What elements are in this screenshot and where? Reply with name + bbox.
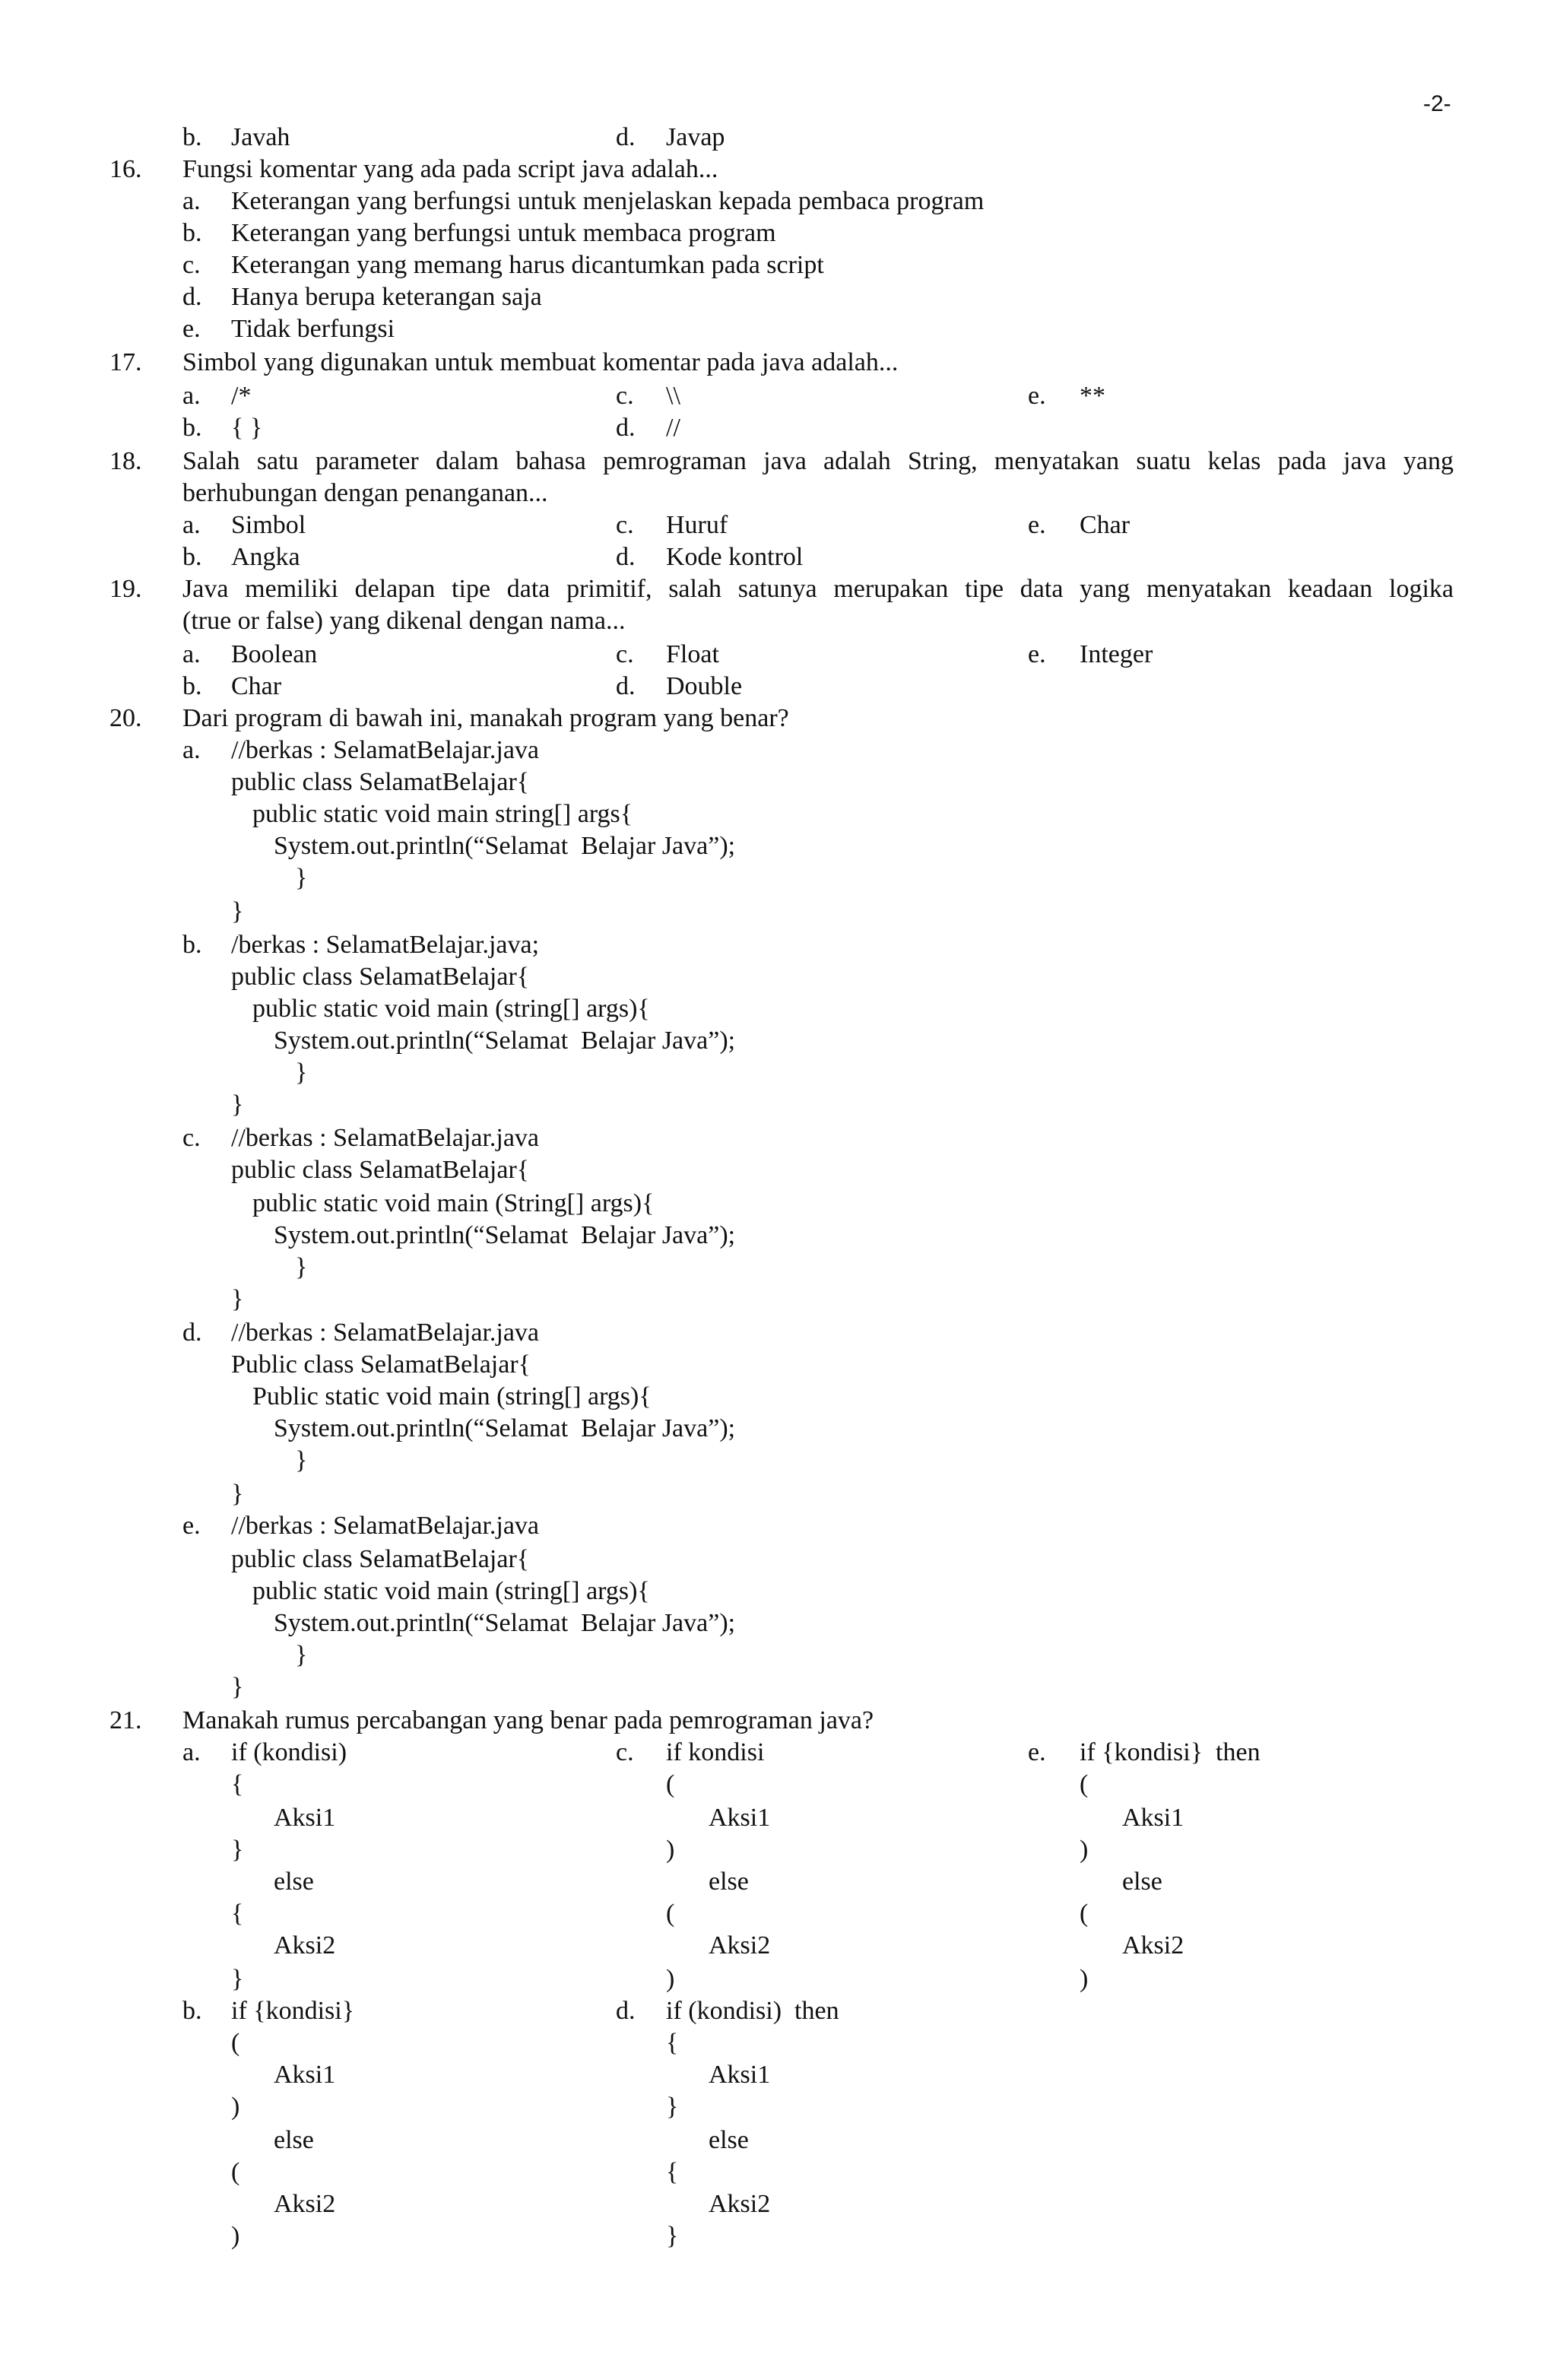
code-line: Aksi1 bbox=[274, 1804, 336, 1832]
code-line: } bbox=[295, 1058, 308, 1087]
code-line: } bbox=[231, 1673, 244, 1701]
option-label: c. bbox=[616, 382, 634, 410]
code-line: } bbox=[231, 1836, 244, 1864]
option-label: e. bbox=[182, 315, 201, 343]
option-text: Double bbox=[666, 672, 743, 700]
code-line: } bbox=[295, 864, 308, 892]
option-label: b. bbox=[182, 219, 202, 247]
code-line: else bbox=[709, 1868, 749, 1896]
option-text: Integer bbox=[1080, 640, 1153, 668]
code-line: //berkas : SelamatBelajar.java bbox=[231, 1319, 540, 1347]
code-line: //berkas : SelamatBelajar.java bbox=[231, 1512, 540, 1540]
option-label: d. bbox=[616, 414, 636, 442]
option-label: e. bbox=[182, 1512, 201, 1540]
code-line: else bbox=[709, 2126, 749, 2154]
code-line: Aksi2 bbox=[1122, 1931, 1184, 1960]
option-text: Boolean bbox=[231, 640, 318, 668]
option-text: Char bbox=[1080, 511, 1130, 539]
question-number: 18. bbox=[109, 447, 142, 475]
question-text: Manakah rumus percabangan yang benar pada pemrograman java? bbox=[182, 1706, 874, 1734]
code-line: System.out.println(“Selamat Belajar Java”); bbox=[274, 832, 736, 860]
code-line: } bbox=[666, 2093, 679, 2121]
code-line: else bbox=[274, 2126, 314, 2154]
code-line: Public static void main (string[] args){ bbox=[252, 1382, 652, 1411]
code-line: } bbox=[231, 1285, 244, 1313]
option-label: d. bbox=[182, 283, 202, 311]
option-label: a. bbox=[182, 1738, 201, 1766]
option-label: b. bbox=[182, 543, 202, 571]
option-label: d. bbox=[616, 672, 636, 700]
option-label: b. bbox=[182, 1997, 202, 2025]
option-label: a. bbox=[182, 640, 201, 668]
code-line: } bbox=[231, 1480, 244, 1508]
code-line: ( bbox=[666, 1770, 675, 1798]
question-number: 20. bbox=[109, 704, 142, 732]
code-line: Public class SelamatBelajar{ bbox=[231, 1350, 531, 1379]
option-text: Simbol bbox=[231, 511, 306, 539]
option-label: b. bbox=[182, 672, 202, 700]
code-line: } bbox=[666, 2222, 679, 2250]
code-line: public static void main (string[] args){ bbox=[252, 995, 650, 1023]
option-text: // bbox=[666, 414, 680, 442]
code-line: ) bbox=[666, 1965, 675, 1993]
question-text: Java memiliki delapan tipe data primitif, salah satunya merupakan tipe data yang menyatakan keadaan logika bbox=[182, 575, 1454, 603]
code-line: public class SelamatBelajar{ bbox=[231, 963, 530, 991]
option-label: e. bbox=[1028, 511, 1046, 539]
option-label: e. bbox=[1028, 1738, 1046, 1766]
option-label: e. bbox=[1028, 640, 1046, 668]
option-label: a. bbox=[182, 511, 201, 539]
code-line: if {kondisi} bbox=[231, 1997, 355, 2025]
code-line: } bbox=[231, 1090, 244, 1119]
option-text: Hanya berupa keterangan saja bbox=[231, 283, 542, 311]
question-number: 17. bbox=[109, 348, 142, 376]
code-line: Aksi2 bbox=[709, 2190, 771, 2218]
code-line: Aksi1 bbox=[709, 2061, 771, 2089]
code-line: //berkas : SelamatBelajar.java bbox=[231, 736, 540, 764]
code-line: } bbox=[231, 897, 244, 925]
option-text: Javah bbox=[231, 123, 290, 151]
code-line: System.out.println(“Selamat Belajar Java”); bbox=[274, 1221, 736, 1249]
code-line: if kondisi bbox=[666, 1738, 765, 1766]
code-line: if (kondisi) bbox=[231, 1738, 347, 1766]
code-line: System.out.println(“Selamat Belajar Java”); bbox=[274, 1609, 736, 1637]
code-line: Aksi2 bbox=[274, 1931, 336, 1960]
option-text: Javap bbox=[666, 123, 725, 151]
code-line: /berkas : SelamatBelajar.java; bbox=[231, 931, 540, 959]
code-line: else bbox=[1122, 1868, 1162, 1896]
code-line: public static void main (string[] args){ bbox=[252, 1577, 650, 1605]
code-line: else bbox=[274, 1868, 314, 1896]
option-text: Angka bbox=[231, 543, 300, 571]
option-text: Keterangan yang berfungsi untuk menjelaskan kepada pembaca program bbox=[231, 187, 985, 215]
option-text: \\ bbox=[666, 382, 680, 410]
code-line: public class SelamatBelajar{ bbox=[231, 768, 530, 796]
code-line: ( bbox=[231, 2158, 240, 2186]
question-text: Fungsi komentar yang ada pada script java adalah... bbox=[182, 155, 718, 183]
option-label: d. bbox=[616, 543, 636, 571]
question-text: berhubungan dengan penanganan... bbox=[182, 479, 548, 507]
option-label: b. bbox=[182, 414, 202, 442]
code-line: { bbox=[666, 2158, 679, 2186]
question-text: (true or false) yang dikenal dengan nama... bbox=[182, 607, 626, 635]
question-number: 21. bbox=[109, 1706, 142, 1734]
question-number: 16. bbox=[109, 155, 142, 183]
code-line: public static void main (String[] args){ bbox=[252, 1189, 655, 1217]
code-line: ) bbox=[231, 2093, 240, 2121]
option-label: c. bbox=[616, 511, 634, 539]
option-label: c. bbox=[182, 1124, 201, 1152]
option-label: a. bbox=[182, 187, 201, 215]
code-line: } bbox=[295, 1253, 308, 1281]
code-line: } bbox=[295, 1641, 308, 1669]
code-line: Aksi2 bbox=[709, 1931, 771, 1960]
option-label: a. bbox=[182, 736, 201, 764]
option-text: Char bbox=[231, 672, 282, 700]
code-line: ( bbox=[666, 1899, 675, 1928]
option-label: b. bbox=[182, 123, 202, 151]
code-line: System.out.println(“Selamat Belajar Java”); bbox=[274, 1027, 736, 1055]
option-text: Tidak berfungsi bbox=[231, 315, 395, 343]
code-line: public class SelamatBelajar{ bbox=[231, 1545, 530, 1573]
code-line: ) bbox=[666, 1836, 675, 1864]
code-line: { bbox=[231, 1899, 244, 1928]
code-line: public class SelamatBelajar{ bbox=[231, 1156, 530, 1184]
option-text: { } bbox=[231, 414, 263, 442]
option-text: /* bbox=[231, 382, 252, 410]
code-line: { bbox=[666, 2029, 679, 2057]
code-line: Aksi1 bbox=[274, 2061, 336, 2089]
option-label: c. bbox=[616, 640, 634, 668]
code-line: Aksi2 bbox=[274, 2190, 336, 2218]
option-label: b. bbox=[182, 931, 202, 959]
option-text: Keterangan yang memang harus dicantumkan pada script bbox=[231, 251, 824, 279]
code-line: ( bbox=[1080, 1770, 1089, 1798]
code-line: //berkas : SelamatBelajar.java bbox=[231, 1124, 540, 1152]
option-label: e. bbox=[1028, 382, 1046, 410]
code-line: public static void main string[] args{ bbox=[252, 800, 633, 828]
option-text: Keterangan yang berfungsi untuk membaca program bbox=[231, 219, 776, 247]
code-line: if (kondisi) then bbox=[666, 1997, 839, 2025]
code-line: ) bbox=[1080, 1965, 1089, 1993]
question-text: Salah satu parameter dalam bahasa pemrograman java adalah String, menyatakan suatu kelas pada java yang bbox=[182, 447, 1454, 475]
option-label: c. bbox=[616, 1738, 634, 1766]
page-number: -2- bbox=[1423, 91, 1451, 116]
code-line: ( bbox=[1080, 1899, 1089, 1928]
code-line: ( bbox=[231, 2029, 240, 2057]
question-text: Simbol yang digunakan untuk membuat komentar pada java adalah... bbox=[182, 348, 899, 376]
code-line: System.out.println(“Selamat Belajar Java”); bbox=[274, 1414, 736, 1442]
code-line: ) bbox=[231, 2222, 240, 2250]
option-label: d. bbox=[616, 123, 636, 151]
option-text: Kode kontrol bbox=[666, 543, 804, 571]
option-text: ** bbox=[1080, 382, 1105, 410]
code-line: ) bbox=[1080, 1836, 1089, 1864]
option-label: a. bbox=[182, 382, 201, 410]
code-line: Aksi1 bbox=[709, 1804, 771, 1832]
option-text: Float bbox=[666, 640, 719, 668]
code-line: if {kondisi} then bbox=[1080, 1738, 1261, 1766]
option-label: d. bbox=[182, 1319, 202, 1347]
question-text: Dari program di bawah ini, manakah program yang benar? bbox=[182, 704, 789, 732]
option-text: Huruf bbox=[666, 511, 728, 539]
option-label: c. bbox=[182, 251, 201, 279]
code-line: } bbox=[231, 1965, 244, 1993]
question-number: 19. bbox=[109, 575, 142, 603]
code-line: Aksi1 bbox=[1122, 1804, 1184, 1832]
option-label: d. bbox=[616, 1997, 636, 2025]
code-line: } bbox=[295, 1446, 308, 1474]
code-line: { bbox=[231, 1770, 244, 1798]
